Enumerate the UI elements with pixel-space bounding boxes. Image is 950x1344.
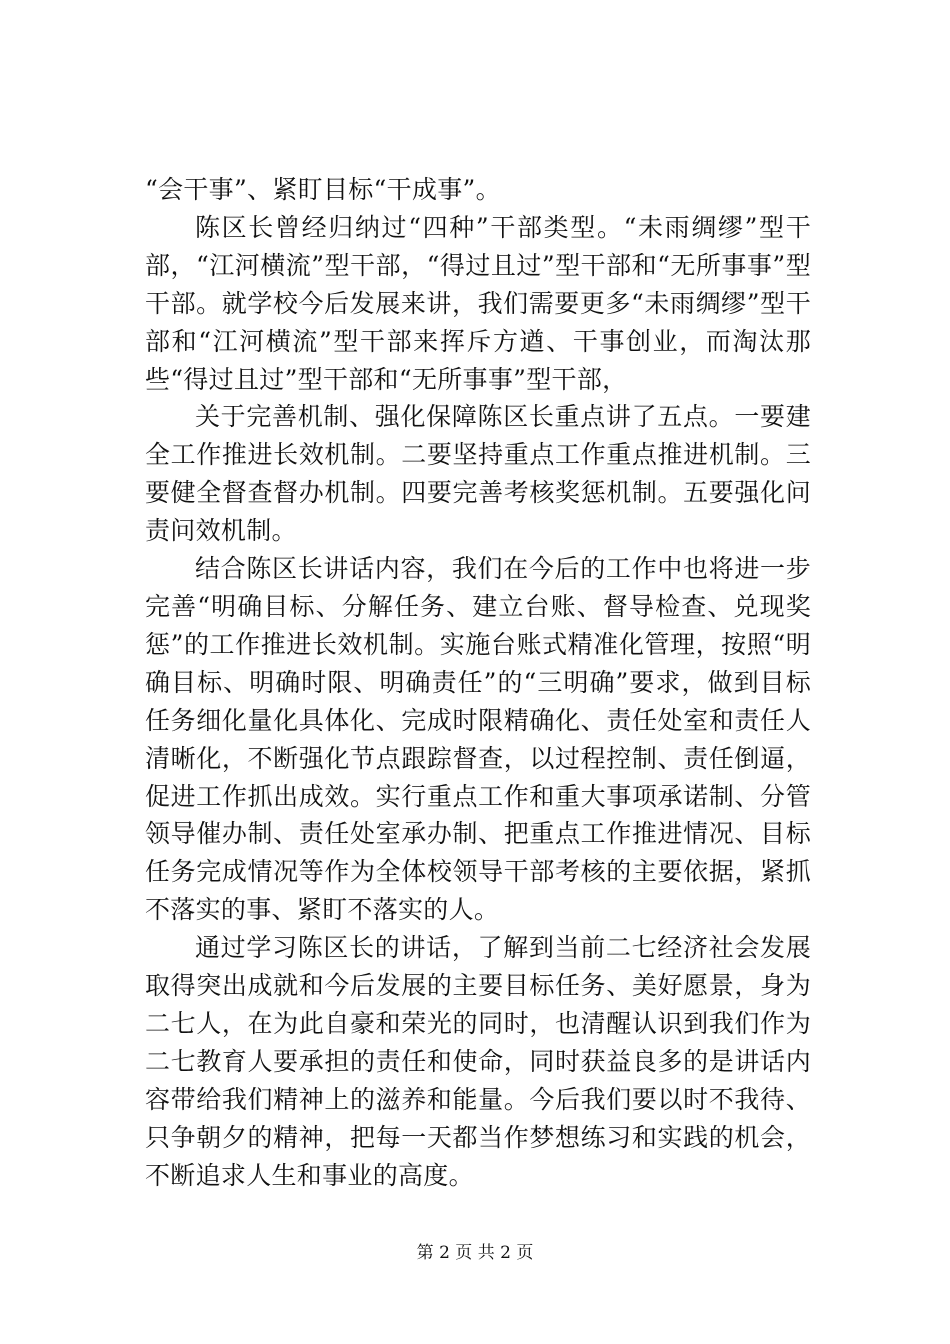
document-body bbox=[145, 171, 811, 1194]
page-footer bbox=[0, 1242, 950, 1264]
paragraph-cadre-types: 陈区长曾经归纳过“四种”干部类型。“未雨绸缪”型干部，“江河横流”型干部，“得过且过”型干部和“无所事事”型干部。就学校今后发展来讲，我们需要更多“未雨绸缪”型干部和“江河横流”型干部来挥斥方遒、干事创业，而淘汰那些“得过且过”型干部和“无所事事”型干部， bbox=[145, 212, 811, 394]
paragraph-reflection: 通过学习陈区长的讲话，了解到当前二七经济社会发展取得突出成就和今后发展的主要目标任务、美好愿景，身为二七人，在为此自豪和荣光的同时，也清醒认识到我们作为二七教育人要承担的责任和使命，同时获益良多的是讲话内容带给我们精神上的滋养和能量。今后我们要以时不我待、只争朝夕的精神，把每一天都当作梦想练习和实践的机会，不断追求人生和事业的高度。 bbox=[145, 933, 811, 1190]
paragraph-work-plan: 结合陈区长讲话内容，我们在今后的工作中也将进一步完善“明确目标、分解任务、建立台账、督导检查、兑现奖惩”的工作推进长效机制。实施台账式精准化管理，按照“明确目标、明确时限、明确责任”的“三明确”要求，做到目标任务细化量化具体化、完成时限精确化、责任处室和责任人清晰化，不断强化节点跟踪督查，以过程控制、责任倒逼，促进工作抓出成效。实行重点工作和重大事项承诺制、分管领导催办制、责任处室承办制、把重点工作推进情况、目标任务完成情况等作为全体校领导干部考核的主要依据，紧抓不落实的事、紧盯不落实的人。 bbox=[145, 554, 811, 925]
paragraph-continuation: “会干事”、紧盯目标“干成事”。 bbox=[145, 175, 501, 204]
page-number-label: 第 2 页 共 2 页 bbox=[416, 1243, 534, 1263]
paragraph-mechanisms: 关于完善机制、强化保障陈区长重点讲了五点。一要建全工作推进长效机制。二要坚持重点工作重点推进机制。三要健全督查督办机制。四要完善考核奖惩机制。五要强化问责问效机制。 bbox=[145, 402, 811, 546]
